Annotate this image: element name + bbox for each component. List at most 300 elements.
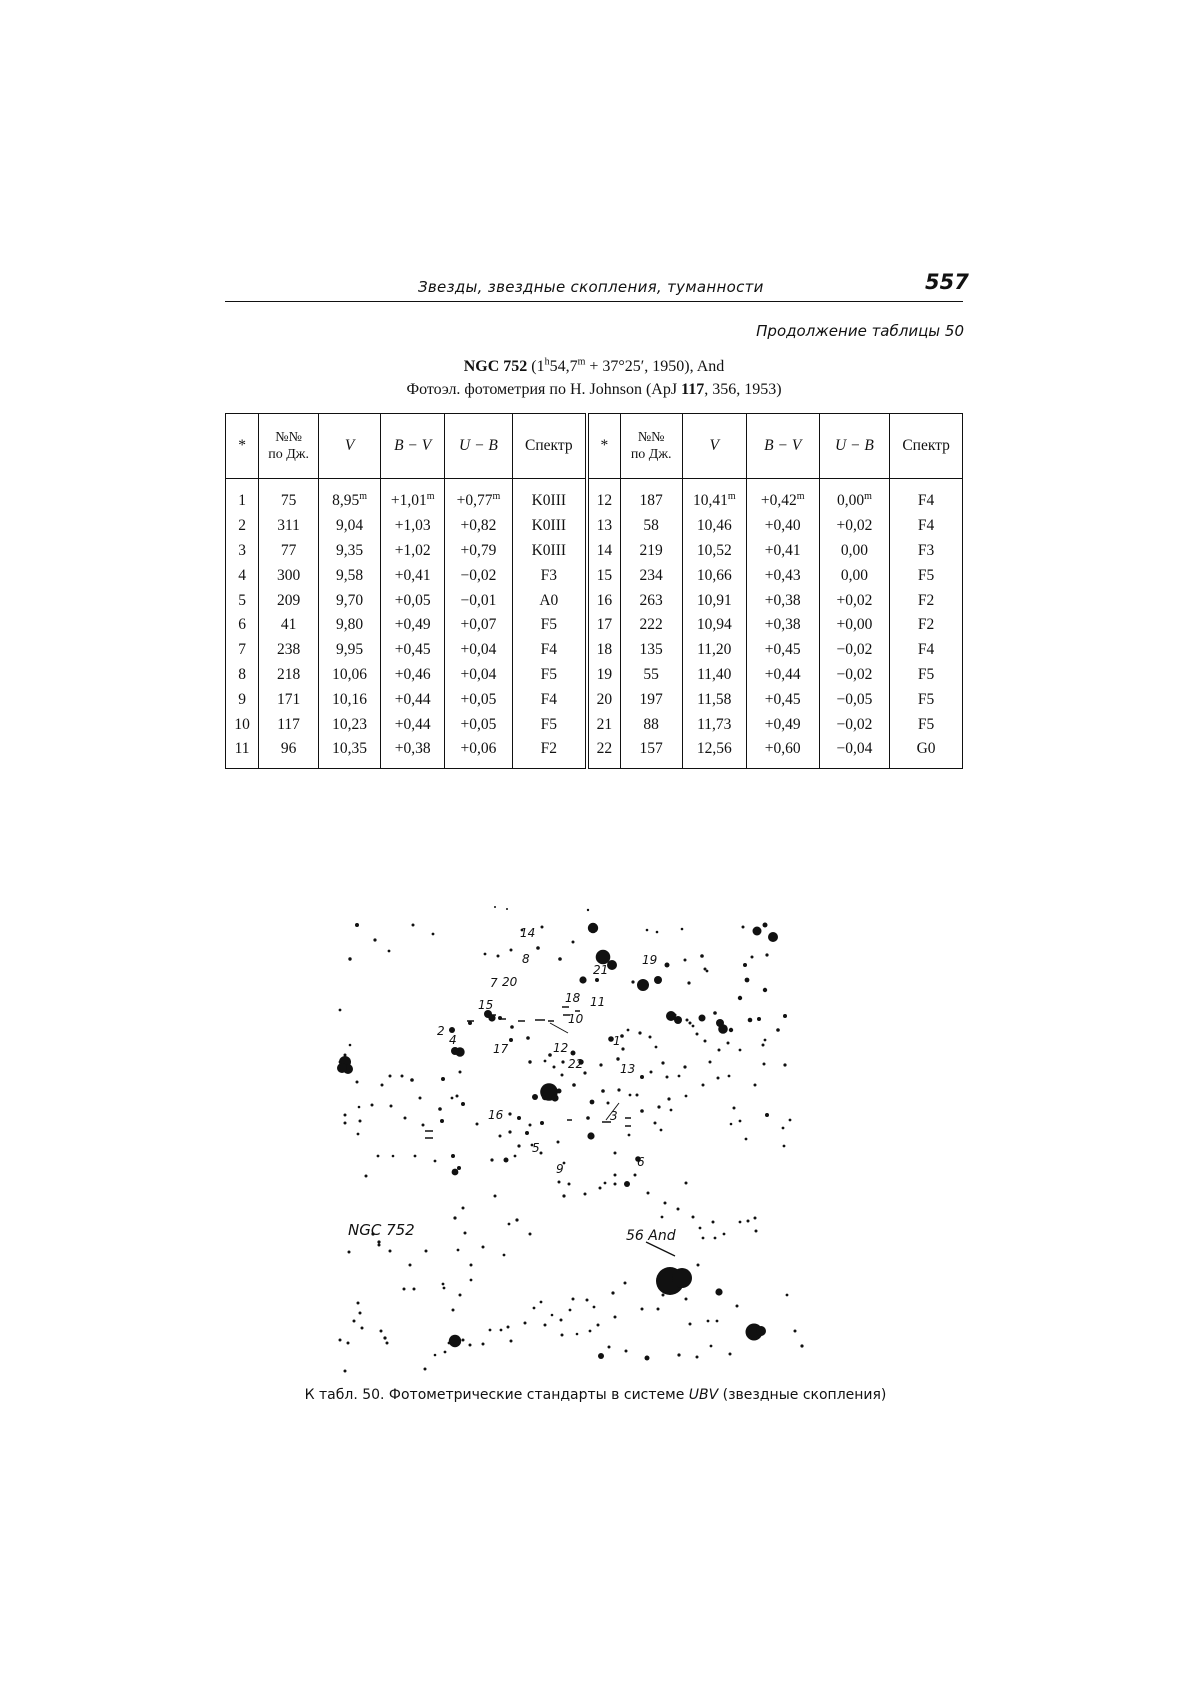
cell-value: −0,02 bbox=[836, 665, 873, 683]
star-dot bbox=[704, 968, 707, 971]
star-dot bbox=[621, 1047, 624, 1050]
star-dot bbox=[560, 1319, 563, 1322]
cell-ub-right bbox=[819, 638, 890, 663]
cell-value: 9,70 bbox=[336, 591, 364, 609]
cell-value: −0,04 bbox=[836, 740, 873, 758]
ra-hour-sup: h bbox=[544, 356, 550, 368]
cell-value: 187 bbox=[639, 492, 663, 510]
star-dot bbox=[716, 1320, 719, 1323]
star-dot bbox=[709, 1061, 712, 1064]
cell-v-right bbox=[682, 479, 746, 514]
cell-value: +1,02 bbox=[394, 541, 431, 559]
star-dot bbox=[718, 1024, 728, 1034]
magnitude-sup: m bbox=[727, 491, 736, 503]
star-dot bbox=[377, 1155, 380, 1158]
star-dot bbox=[451, 1154, 455, 1158]
star-dot bbox=[357, 1133, 360, 1136]
star-dot bbox=[729, 1353, 732, 1356]
star-dot bbox=[504, 1158, 509, 1163]
star-dot bbox=[515, 1218, 518, 1221]
cell-value: F5 bbox=[917, 665, 935, 683]
star-dot bbox=[586, 1116, 590, 1120]
star-dot bbox=[489, 1329, 492, 1332]
star-dot bbox=[572, 1083, 576, 1087]
cell-value: 18 bbox=[596, 641, 613, 659]
star-dot bbox=[579, 976, 586, 983]
table-row bbox=[226, 539, 963, 564]
cell-value: 8 bbox=[238, 665, 246, 683]
star-dot bbox=[712, 1221, 715, 1224]
star-dot bbox=[786, 1294, 789, 1297]
col-v-label: V bbox=[344, 437, 355, 454]
star-dot bbox=[748, 1018, 753, 1023]
star-dot bbox=[517, 1116, 521, 1120]
star-dot bbox=[625, 1350, 628, 1353]
cell-bv-right bbox=[746, 687, 819, 712]
star-dot bbox=[598, 1353, 604, 1359]
cell-value: 7 bbox=[238, 641, 246, 659]
cell-value: 13 bbox=[596, 517, 613, 535]
cell-value: 10 bbox=[234, 715, 250, 733]
cell-value: +0,05 bbox=[394, 591, 431, 609]
star-dot bbox=[540, 1152, 543, 1155]
cell-n-left bbox=[259, 588, 319, 613]
star-dot bbox=[348, 957, 351, 960]
cell-value: +0,60 bbox=[764, 740, 801, 758]
cell-n-left bbox=[259, 514, 319, 539]
col-num-line1: №№ bbox=[637, 430, 665, 445]
star-dot bbox=[650, 1071, 653, 1074]
col-ub-label: U − B bbox=[834, 437, 874, 454]
cell-bv-left bbox=[381, 712, 445, 737]
star-dot bbox=[614, 1152, 617, 1155]
star-number-label: 7 bbox=[490, 976, 498, 990]
star-dot bbox=[459, 1294, 462, 1297]
star-dot bbox=[544, 1060, 547, 1063]
col-num-right bbox=[620, 414, 682, 479]
cell-value: 117 bbox=[277, 715, 300, 733]
star-dot bbox=[484, 953, 487, 956]
cell-value: +0,42 bbox=[760, 492, 797, 510]
star-dot bbox=[655, 1046, 658, 1049]
col-v-left bbox=[319, 414, 381, 479]
star-dot bbox=[561, 1074, 564, 1077]
cell-value: 263 bbox=[639, 591, 663, 609]
star-number-label: 2 bbox=[437, 1024, 445, 1038]
ra-min: 54,7 bbox=[549, 358, 578, 375]
cell-value: 75 bbox=[280, 492, 297, 510]
cell-ub-left bbox=[445, 687, 512, 712]
cell-value: F4 bbox=[917, 641, 935, 659]
cell-v-right bbox=[682, 514, 746, 539]
star-dot bbox=[557, 1089, 562, 1094]
cell-value: 55 bbox=[643, 665, 659, 683]
cell-ub-left bbox=[445, 539, 512, 564]
cell-v-right bbox=[682, 613, 746, 638]
star-dot bbox=[678, 1075, 681, 1078]
col-star-right: * bbox=[587, 414, 620, 479]
star-dot bbox=[620, 1034, 624, 1038]
star-20-leader-line bbox=[550, 1023, 568, 1033]
star-dot bbox=[662, 1294, 665, 1297]
cell-bv-right bbox=[746, 514, 819, 539]
cell-s-left bbox=[226, 539, 259, 564]
star-dots bbox=[337, 906, 804, 1373]
star-dot bbox=[768, 932, 778, 942]
star-dot bbox=[765, 953, 768, 956]
star-dot bbox=[532, 1094, 538, 1100]
star-dot bbox=[551, 1314, 554, 1317]
star-dot bbox=[599, 1063, 602, 1066]
cell-n-right bbox=[620, 687, 682, 712]
cell-ub-right bbox=[819, 712, 890, 737]
star-dot bbox=[410, 1078, 414, 1082]
cell-value: G0 bbox=[916, 740, 936, 758]
star-dot bbox=[646, 929, 649, 932]
table-caption-line1 bbox=[225, 358, 963, 376]
cell-value: 11,40 bbox=[697, 665, 732, 683]
star-dot bbox=[388, 950, 391, 953]
cell-s-right bbox=[587, 514, 620, 539]
cell-value: 10,41 bbox=[692, 492, 728, 510]
source-post: , 356, 1953) bbox=[704, 381, 782, 398]
star-number-label: 12 bbox=[553, 1041, 569, 1055]
star-dot bbox=[745, 978, 750, 983]
col-v-right bbox=[682, 414, 746, 479]
star-dot bbox=[353, 1320, 356, 1323]
cell-value: K0III bbox=[531, 541, 567, 559]
cell-s-right bbox=[587, 737, 620, 768]
star-dot bbox=[654, 1122, 657, 1125]
cell-bv-right bbox=[746, 588, 819, 613]
star-dot bbox=[666, 1076, 669, 1079]
star-dot bbox=[357, 1302, 360, 1305]
star-number-label: 1 bbox=[613, 1034, 621, 1048]
cell-sp-right bbox=[890, 613, 963, 638]
cell-ub-left bbox=[445, 613, 512, 638]
star-dot bbox=[657, 1105, 660, 1108]
ngc752-label: NGC 752 bbox=[348, 1221, 415, 1239]
star-dot bbox=[562, 1194, 565, 1197]
cell-value: 14 bbox=[596, 541, 613, 559]
star-dot bbox=[344, 1114, 347, 1117]
star-number-label: 14 bbox=[520, 926, 536, 940]
star-dot bbox=[789, 1119, 792, 1122]
table-row bbox=[226, 737, 963, 768]
star-dot bbox=[765, 1113, 769, 1117]
star-dot bbox=[381, 1084, 384, 1087]
cell-n-right bbox=[620, 737, 682, 768]
star-dot bbox=[456, 1095, 459, 1098]
star-dot bbox=[524, 1322, 527, 1325]
star-dot bbox=[702, 1237, 705, 1240]
cell-n-left bbox=[259, 638, 319, 663]
star-dot bbox=[525, 1131, 529, 1135]
magnitude-sup: m bbox=[426, 491, 435, 503]
star-dot bbox=[424, 1368, 427, 1371]
star-dot bbox=[656, 931, 659, 934]
star-dot bbox=[508, 1112, 511, 1115]
cell-sp-right bbox=[890, 514, 963, 539]
cell-value: 11,73 bbox=[697, 715, 732, 733]
cell-value: F4 bbox=[540, 690, 557, 708]
coords-rest: + 37°25′, 1950), And bbox=[585, 358, 725, 375]
cell-s-right bbox=[587, 588, 620, 613]
star-dot bbox=[572, 941, 575, 944]
cell-s-left bbox=[226, 663, 259, 688]
star-dot bbox=[763, 988, 767, 992]
star-dot bbox=[494, 906, 496, 908]
star-dot bbox=[754, 1217, 757, 1220]
col-spec-right: Спектр bbox=[890, 414, 963, 479]
star-dot bbox=[383, 1336, 386, 1339]
star-dot bbox=[434, 1160, 437, 1163]
cell-value: 9,95 bbox=[336, 641, 364, 659]
star-dot bbox=[571, 1051, 576, 1056]
table-body bbox=[226, 479, 963, 769]
star-dot bbox=[508, 1223, 511, 1226]
star-dot bbox=[728, 1075, 731, 1078]
cell-value: 222 bbox=[639, 616, 663, 634]
cell-value: 9,35 bbox=[336, 541, 364, 559]
star-dot bbox=[500, 1329, 503, 1332]
cell-v-left bbox=[319, 712, 381, 737]
star-dot bbox=[462, 1339, 465, 1342]
cell-bv-right bbox=[746, 563, 819, 588]
cell-value: 77 bbox=[280, 541, 297, 559]
cell-value: F4 bbox=[917, 492, 935, 510]
star-dot bbox=[755, 1230, 758, 1233]
cell-value: +0,06 bbox=[460, 740, 497, 758]
star-dot bbox=[422, 1124, 425, 1127]
cell-value: +0,02 bbox=[836, 517, 873, 535]
star-dot bbox=[670, 1109, 673, 1112]
star-dot bbox=[783, 1145, 786, 1148]
cell-ub-left bbox=[445, 737, 512, 768]
cell-value: +0,02 bbox=[836, 591, 873, 609]
cell-bv-right bbox=[746, 539, 819, 564]
star-number-label: 9 bbox=[556, 1162, 564, 1176]
cell-ub-right bbox=[819, 663, 890, 688]
magnitude-sup: m bbox=[359, 491, 368, 503]
star-dot bbox=[696, 1356, 699, 1359]
cell-value: 157 bbox=[639, 740, 663, 758]
cell-n-right bbox=[620, 613, 682, 638]
cell-ub-left bbox=[445, 588, 512, 613]
cell-value: 3 bbox=[238, 541, 246, 559]
cell-sp-left bbox=[512, 514, 587, 539]
table-row bbox=[226, 514, 963, 539]
cell-sp-left bbox=[512, 588, 587, 613]
col-v-label: V bbox=[709, 437, 719, 454]
star-dot bbox=[692, 1025, 695, 1028]
star-dot bbox=[510, 1340, 513, 1343]
col-num-left bbox=[259, 414, 319, 479]
cell-sp-right bbox=[890, 588, 963, 613]
col-star-left: * bbox=[226, 414, 259, 479]
star-dot bbox=[624, 1181, 630, 1187]
56-and-leader-line bbox=[646, 1242, 675, 1256]
star-dot bbox=[627, 1029, 630, 1032]
cell-bv-left bbox=[381, 638, 445, 663]
56-and-label: 56 And bbox=[626, 1228, 676, 1244]
star-dot bbox=[654, 976, 662, 984]
cell-n-right bbox=[620, 638, 682, 663]
star-dot bbox=[763, 1063, 766, 1066]
star-number-label: 3 bbox=[610, 1109, 618, 1123]
col-bv-label: B − V bbox=[764, 437, 802, 454]
cell-bv-left bbox=[381, 539, 445, 564]
star-dot bbox=[425, 1250, 428, 1253]
cell-ub-right bbox=[819, 737, 890, 768]
cell-value: F5 bbox=[540, 616, 557, 634]
cell-ub-left bbox=[445, 712, 512, 737]
star-dot bbox=[541, 926, 544, 929]
star-dot bbox=[753, 927, 762, 936]
star-dot bbox=[497, 955, 500, 958]
star-dot bbox=[743, 963, 747, 967]
cell-value: 10,35 bbox=[332, 740, 367, 758]
cell-sp-right bbox=[890, 479, 963, 514]
star-dot bbox=[665, 963, 670, 968]
star-dot bbox=[713, 1011, 717, 1015]
cell-bv-left bbox=[381, 479, 445, 514]
star-dot bbox=[510, 1025, 514, 1029]
cell-value: −0,02 bbox=[460, 566, 497, 584]
star-dot bbox=[685, 1095, 688, 1098]
cell-n-left bbox=[259, 539, 319, 564]
cell-value: 197 bbox=[639, 690, 663, 708]
cell-value: 10,66 bbox=[696, 566, 732, 584]
star-dot bbox=[409, 1264, 412, 1267]
cell-ub-left bbox=[445, 663, 512, 688]
star-dot bbox=[412, 924, 415, 927]
star-number-label: 20 bbox=[502, 975, 518, 989]
figure-caption bbox=[0, 1387, 1191, 1403]
cell-value: +0,45 bbox=[764, 690, 801, 708]
star-dot bbox=[624, 1282, 627, 1285]
cell-v-left bbox=[319, 687, 381, 712]
cell-value: 10,16 bbox=[332, 690, 367, 708]
cell-sp-right bbox=[890, 663, 963, 688]
cell-value: 311 bbox=[277, 517, 300, 535]
cell-value: 10,46 bbox=[696, 517, 732, 535]
cell-value: 12,56 bbox=[696, 740, 732, 758]
cell-sp-left bbox=[512, 539, 587, 564]
cell-v-left bbox=[319, 737, 381, 768]
star-dot bbox=[380, 1330, 383, 1333]
cell-ub-right bbox=[819, 514, 890, 539]
star-dot bbox=[601, 1089, 605, 1093]
header-rule bbox=[225, 301, 963, 302]
figure-caption-prefix: К табл. 50. Фотометрические стандарты в системе bbox=[304, 1387, 689, 1403]
cell-value: +0,77 bbox=[456, 492, 493, 510]
col-bv-label: B − V bbox=[394, 437, 432, 454]
cell-value: F5 bbox=[917, 566, 935, 584]
cell-v-left bbox=[319, 638, 381, 663]
cell-n-left bbox=[259, 687, 319, 712]
star-dot bbox=[529, 1124, 532, 1127]
star-dot bbox=[470, 1264, 473, 1267]
cell-value: +0,82 bbox=[460, 517, 497, 535]
star-dot bbox=[702, 1084, 705, 1087]
cell-value: 0,00 bbox=[836, 492, 865, 510]
star-dot bbox=[561, 1334, 564, 1337]
star-dot bbox=[707, 1320, 710, 1323]
cell-value: F4 bbox=[917, 517, 935, 535]
star-dot bbox=[597, 1324, 600, 1327]
star-dot bbox=[378, 1244, 381, 1247]
star-dot bbox=[589, 1330, 592, 1333]
star-dot bbox=[776, 1028, 780, 1032]
cell-s-left bbox=[226, 687, 259, 712]
star-dot bbox=[389, 1250, 392, 1253]
star-dot bbox=[392, 1155, 395, 1158]
col-num-line2: по Дж. bbox=[630, 447, 672, 462]
cell-sp-right bbox=[890, 687, 963, 712]
cell-bv-left bbox=[381, 563, 445, 588]
cell-value: +0,38 bbox=[394, 740, 431, 758]
cell-value: 9,80 bbox=[336, 616, 364, 634]
cell-v-right bbox=[682, 687, 746, 712]
cell-value: 15 bbox=[596, 566, 613, 584]
cell-value: F2 bbox=[540, 740, 557, 758]
cell-v-right bbox=[682, 563, 746, 588]
figure-caption-suffix: (звездные скопления) bbox=[718, 1387, 887, 1403]
cell-value: F5 bbox=[917, 690, 935, 708]
cell-value: −0,05 bbox=[836, 690, 873, 708]
cell-n-right bbox=[620, 479, 682, 514]
star-dot bbox=[685, 1298, 688, 1301]
cell-value: +1,03 bbox=[394, 517, 431, 535]
cell-n-left bbox=[259, 712, 319, 737]
cell-s-right bbox=[587, 638, 620, 663]
star-dot bbox=[349, 1044, 352, 1047]
star-dot bbox=[710, 1345, 713, 1348]
cell-value: −0,02 bbox=[836, 715, 873, 733]
star-chart bbox=[330, 895, 810, 1375]
star-dot bbox=[365, 1175, 368, 1178]
cell-ub-left bbox=[445, 514, 512, 539]
star-dot bbox=[339, 1339, 342, 1342]
star-dot bbox=[660, 1129, 663, 1132]
star-dot bbox=[751, 956, 754, 959]
star-dot bbox=[514, 1155, 517, 1158]
star-number-label: 18 bbox=[565, 991, 581, 1005]
cell-n-right bbox=[620, 539, 682, 564]
star-dot bbox=[443, 1287, 446, 1290]
star-dot bbox=[449, 1335, 461, 1347]
cell-value: F5 bbox=[540, 665, 557, 683]
cell-value: 22 bbox=[596, 740, 613, 758]
cell-value: 4 bbox=[238, 566, 246, 584]
star-dot bbox=[661, 1216, 664, 1219]
cell-value: +0,41 bbox=[394, 566, 431, 584]
star-number-label: 19 bbox=[642, 953, 658, 967]
star-dot bbox=[557, 1141, 560, 1144]
star-dot bbox=[699, 1015, 706, 1022]
star-dot bbox=[494, 1195, 497, 1198]
star-dot bbox=[355, 923, 359, 927]
cell-n-left bbox=[259, 663, 319, 688]
running-header-title: Звезды, звездные скопления, туманности bbox=[418, 278, 764, 296]
star-dot bbox=[442, 1283, 445, 1286]
star-dot bbox=[457, 1249, 460, 1252]
star-dot bbox=[452, 1169, 459, 1176]
star-dot bbox=[747, 1220, 750, 1223]
cell-value: 218 bbox=[276, 665, 301, 683]
cell-bv-left bbox=[381, 737, 445, 768]
